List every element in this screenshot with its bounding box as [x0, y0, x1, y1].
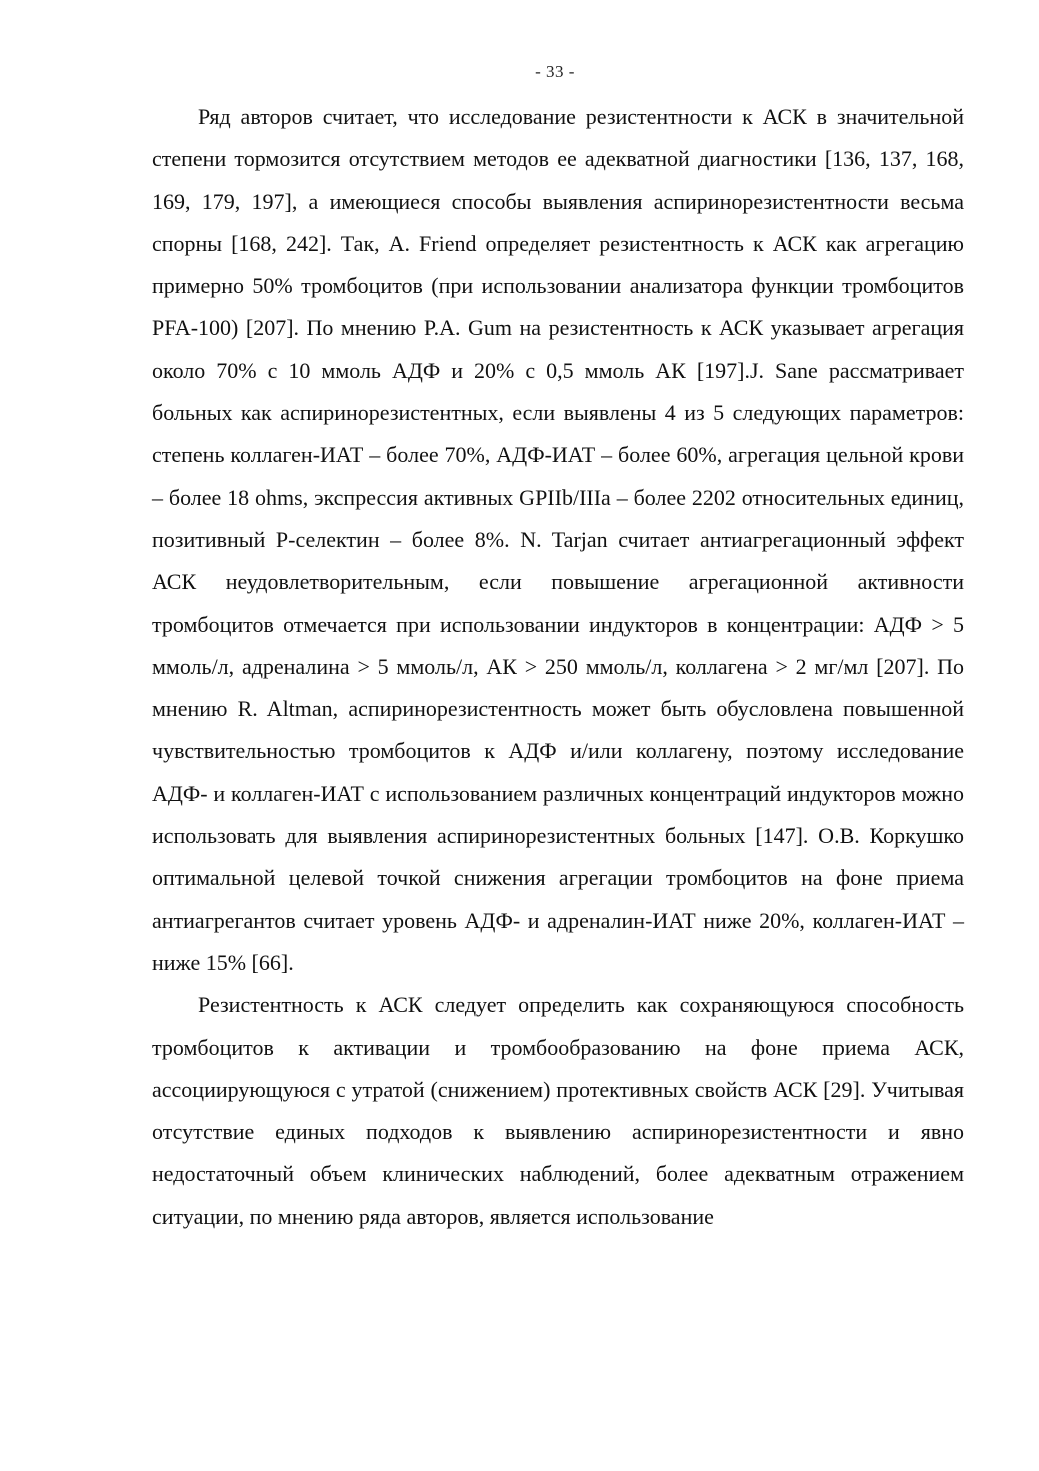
paragraph-1: Ряд авторов считает, что исследование резистентности к АСК в значительной степени тормозится отсутствием методов ее адекватной диагностики [136, 137, 168, 169, 179, 197], а имеющиеся способы выявления аспиринорезистентности весьма спорны [168, 242]. Так, A. Friend определяет резистентность к АСК как агрегацию примерно 50% тромбоцитов (при использовании анализатора функции тромбоцитов PFA-100) [207]. По мнению P.A. Gum на резистентность к АСК указывает агрегация около 70% с 10 ммоль АДФ и 20% с 0,5 ммоль АК [197].J. Sane рассматривает больных как аспиринорезистентных, если выявлены 4 из 5 следующих параметров: степень коллаген-ИАТ – более 70%, АДФ-ИАТ – более 60%, агрегация цельной крови – более 18 ohms, экспрессия активных GPIIb/IIIa – более 2202 относительных единиц, позитивный Р-селектин – более 8%. N. Tarjan считает антиагрегационный эффект АСК неудовлетворительным, если повышение агрегационной активности тромбоцитов отмечается при использовании индукторов в концентрации: АДФ > 5 ммоль/л, адреналина > 5 ммоль/л, АК > 250 ммоль/л, коллагена > 2 мг/мл [207]. По мнению R. Altman, аспиринорезистентность может быть обусловлена повышенной чувствительностью тромбоцитов к АДФ и/или коллагену, поэтому исследование АДФ- и коллаген-ИАТ с использованием различных концентраций индукторов можно использовать для выявления аспиринорезистентных больных [147]. О.В. Коркушко оптимальной целевой точкой снижения агрегации тромбоцитов на фоне приема антиагрегантов считает уровень АДФ- и адреналин-ИАТ ниже 20%, коллаген-ИАТ – ниже 15% [66].: [152, 104, 964, 975]
document-body: [152, 96, 964, 1238]
page-number: - 33 -: [535, 62, 575, 81]
paragraph-2: Резистентность к АСК следует определить как сохраняющуюся способность тромбоцитов к активации и тромбообразованию на фоне приема АСК, ассоциирующуюся с утратой (снижением) протективных свойств АСК [29]. Учитывая отсутствие единых подходов к выявлению аспиринорезистентности и явно недостаточный объем клинических наблюдений, более адекватным отражением ситуации, по мнению ряда авторов, является использование: [152, 992, 964, 1229]
